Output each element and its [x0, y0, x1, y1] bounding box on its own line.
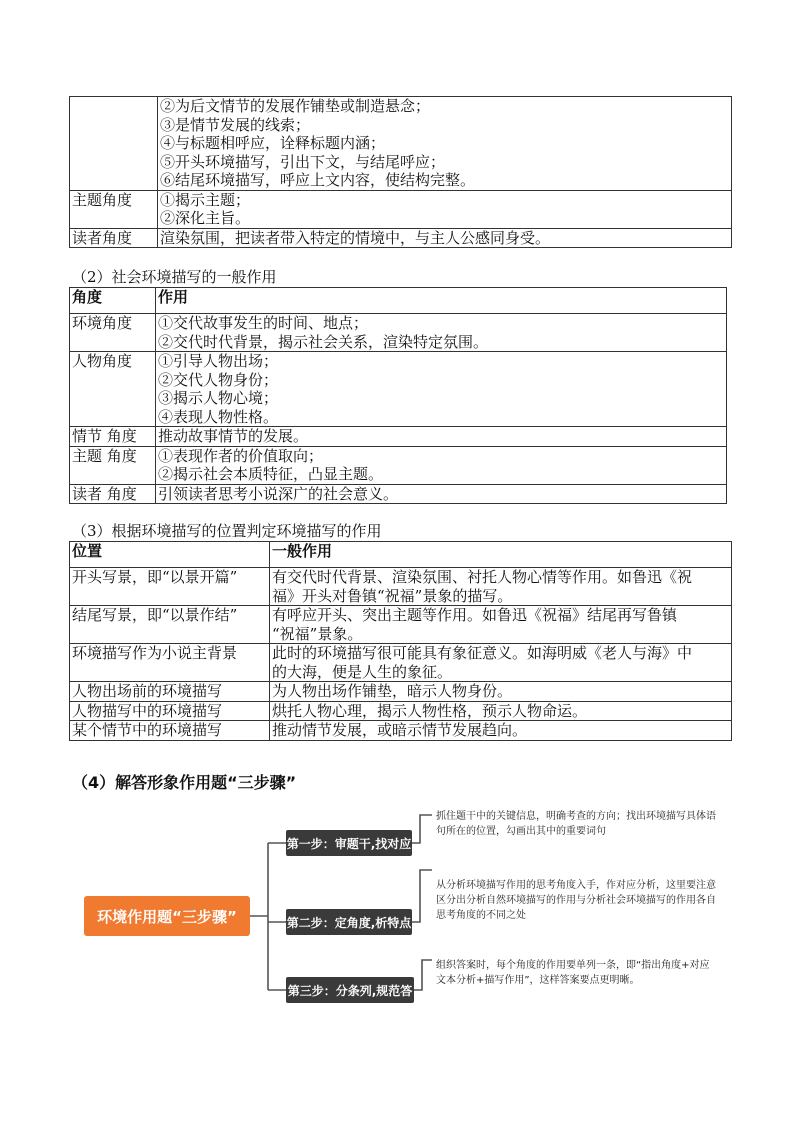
table-cell-label: 人物描写中的环境描写 [70, 701, 270, 721]
content-line: 的大海，便是人生的象征。 [272, 662, 453, 681]
table-cell-label: 读者角度 [70, 228, 158, 248]
table-cell-label: 环境描写作为小说主背景 [70, 644, 270, 682]
connector-leaf [412, 870, 432, 922]
content-line: ③揭示人物心境； [158, 389, 279, 407]
mind-map-step-1: 第一步：审题干,找对应 [286, 830, 412, 856]
table-cell-label: 结尾写景，即“以景作结” [70, 606, 270, 644]
mind-map-step-1-desc: 抓住题干中的关键信息，明确考查的方向；找出环境描写具体语句所在的位置，勾画出其中的重要词句 [436, 811, 716, 837]
content-line: “祝福”景象。 [272, 624, 363, 643]
content-line: ②交代人物身份； [158, 370, 279, 389]
content-line: 烘托人物心理，揭示人物性格，预示人物命运。 [272, 701, 588, 720]
content-line: ①引导人物出场； [158, 352, 279, 370]
mind-map-step-3-desc: 组织答案时，每个角度的作用要单列一条，即“指出角度+对应文本分析+描写作用”，这样答案要点更明晰。 [436, 960, 710, 986]
content-line: ③是情节发展的线索； [160, 115, 311, 134]
table-cell-label: 读者 角度 [70, 484, 156, 504]
content-line: ④与标题相呼应，诠释标题内涵； [160, 134, 386, 152]
content-line: 此时的环境描写很可能具有象征意义。如海明威《老人与海》中 [272, 644, 693, 662]
table-cell-label: 情节 角度 [70, 427, 156, 447]
content-line: ②深化主旨。 [160, 209, 251, 227]
content-line: ①揭示主题； [160, 190, 251, 209]
content-line: 福》开头对鲁镇“祝福”景象的描写。 [272, 586, 513, 605]
connector-leaf [414, 960, 432, 990]
table-header-cell: 位置 [70, 542, 270, 568]
section-3-caption: （3）根据环境描写的位置判定环境描写的作用 [72, 522, 382, 540]
content-line: ④表现人物性格。 [158, 407, 279, 426]
table-cell-label: 开头写景，即“以景开篇” [70, 568, 270, 606]
section-2-caption: （2）社会环境描写的一般作用 [72, 268, 277, 286]
content-line: 引领读者思考小说深广的社会意义。 [158, 484, 399, 503]
mind-map-step-2-desc: 从分析环境描写作用的思考角度入手，作对应分析，这里要注意区分出分析自然环境描写的作用与分析社会环境描写的作用各自思考角度的不同之处 [436, 880, 716, 921]
table-header-cell: 一般作用 [270, 542, 732, 568]
connector-trunk [250, 843, 268, 990]
content-line: ②为后文情节的发展作铺垫或制造悬念； [160, 97, 431, 115]
mind-map-root: 环境作用题“三步骤” [84, 896, 250, 936]
table-header-cell: 角度 [70, 288, 156, 314]
content-line: 渲染氛围，把读者带入特定的情境中，与主人公感同身受。 [160, 228, 551, 247]
content-line: 推动情节发展，或暗示情节发展趋向。 [272, 721, 528, 739]
table-cell-label: 某个情节中的环境描写 [70, 721, 270, 741]
content-line: 推动故事情节的发展。 [158, 427, 309, 445]
section-4-heading: （4）解答形象作用题“三步骤” [72, 773, 297, 792]
content-line: 有呼应开头、突出主题等作用。如鲁迅《祝福》结尾再写鲁镇 [272, 606, 678, 624]
table-cell-label: 环境角度 [70, 314, 156, 352]
table-cell-label: 主题 角度 [70, 446, 156, 484]
content-line: ①交代故事发生的时间、地点； [158, 314, 369, 332]
content-line: ①表现作者的价值取向； [158, 446, 324, 465]
table-cell-label: 人物出场前的环境描写 [70, 682, 270, 702]
content-line: ⑥结尾环境描写，呼应上文内容，使结构完整。 [160, 171, 476, 189]
content-line: 为人物出场作铺垫，暗示人物身份。 [272, 682, 513, 700]
table-cell-label: 人物角度 [70, 352, 156, 427]
content-line: 有交代时代背景、渲染氛围、衬托人物心情等作用。如鲁迅《祝 [272, 568, 693, 586]
table-header-cell: 作用 [156, 288, 727, 314]
mind-map-step-2: 第二步：定角度,析特点 [286, 909, 412, 935]
content-line: ②揭示社会本质特征，凸显主题。 [158, 465, 384, 483]
content-line: ⑤开头环境描写，引出下文，与结尾呼应； [160, 152, 446, 171]
mind-map-step-3: 第三步：分条列,规范答 [286, 977, 414, 1003]
table-cell-label: 主题角度 [70, 190, 158, 228]
connector-leaf [412, 815, 432, 843]
content-line: ②交代时代背景，揭示社会关系，渲染特定氛围。 [158, 332, 489, 351]
